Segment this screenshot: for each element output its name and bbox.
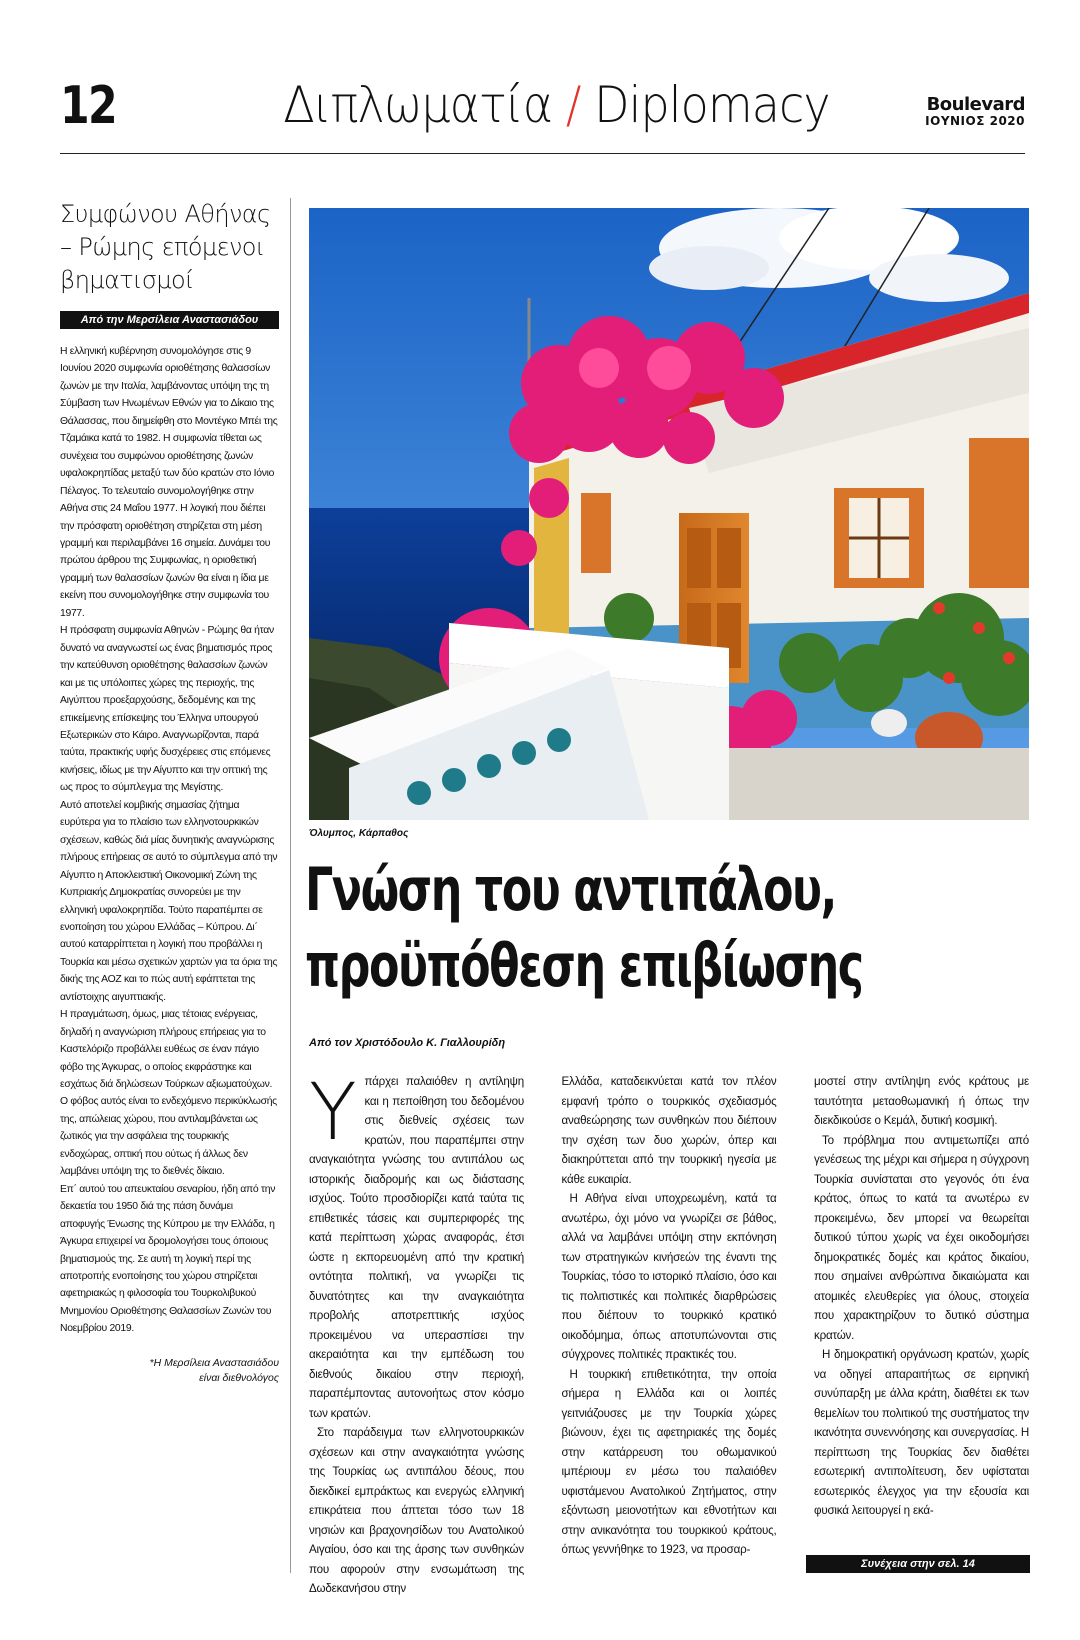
section-title-slash: / [565, 76, 581, 134]
section-title-greek: Διπλωματία [283, 76, 553, 134]
article-column-2 [562, 1072, 777, 1599]
header-divider [60, 153, 1025, 154]
sidebar-paragraph: Αυτό αποτελεί κομβικής σημασίας ζήτημα ευρύτερα για το πλαίσιο των ελληνοτουρκικών σχέσεων, καθώς διά μίας δυνητικής αναγνώρισης πλήρους επήρειας σε αυτό το σύμπλεγμα από την Αίγυπτο η Αποκλειστική Οικονομική Ζώνη της Κυπριακής Δημοκρατίας συνορεύει με την ελληνική υφαλοκρηπίδα. Τούτο παραπέμπει σε ενοποίηση του χώρου Ελλάδας – Κύπρου. Δι΄ αυτού καταρρίπτεται η λογική που προβάλλει η Τουρκία και μέσω σχετικών χαρτών για τα όρια της δικής της ΑΟΖ και το πώς αυτή εφάπτεται της αντίστοιχης αιγυπτιακής. [60, 799, 278, 1003]
article-paragraph [309, 1068, 524, 1423]
article-paragraph: Στο παράδειγμα των ελληνοτουρκικών σχέσεων και στην αναγκαιότητα γνώσης της Τουρκίας ως αντιπάλου δέους, που διεκδικεί εμπράκτως και ενεργώς ελληνική επικράτεια που άπτεται τόσο των 18 νησιών και βραχονησίδων του Ανατολικού Αιγαίου, όσο και της άρσης των συνθηκών που αφορούν στην ενσωμάτωση της Δωδεκανήσου στην [309, 1426, 524, 1595]
article-paragraph: Το πρόβλημα που αντιμετωπίζει από γενέσεως της μέχρι και σήμερα η σύγχρονη Τουρκία συνίσταται στο γεγονός ότι ένα κράτος, όπως το κατά τα ανωτέρω εν προκειμένω, δεν μπορεί να θεωρείται δυτικού τύπου χωρίς να έχει οικοδομήσει δημοκρατικές δομές και κράτος δικαίου, που σημαίνει ανθρώπινα δικαιώματα και ατομικές ελευθερίες για όλους, στοιχεία που χαρακτηρίζουν το δυτικό σύστημα κρατών. [814, 1133, 1029, 1342]
article-paragraph: Η Αθήνα είναι υποχρεωμένη, κατά τα ανωτέρω, όχι μόνο να γνωρίζει σε βάθος, αλλά να λαμβάνει υπόψη στην εκπόνηση των στρατηγικών κινήσεών της έναντι της Τουρκίας, τόσο το ιστορικό πλαίσιο, όσο και τις πολιτιστικές και πολιτικές διαρθρώσεις που διέπουν το τουρκικό κρατικό οικοδόμημα, όπως αποτυπώνονται στις σύγχρονες πολιτικές πρακτικές του. [561, 1192, 777, 1361]
author-note-role: είναι διεθνολόγος [199, 1371, 279, 1384]
section-title-english: Diplomacy [594, 76, 830, 134]
sidebar-title: Συμφώνου Αθήνας – Ρώμης επόμενοι βηματισμοί [60, 200, 271, 294]
masthead [925, 96, 1025, 130]
sidebar-article [60, 198, 279, 1386]
sidebar-paragraph: Η ελληνική κυβέρνηση συνομολόγησε στις 9 Ιουνίου 2020 συμφωνία οριοθέτησης θαλασσίων ζωνών με την Ιταλία, λαμβάνοντας υπόψη της τη Σύμβαση των Ηνωμένων Εθνών για το Δίκαιο της Θάλασσας, που διημείφθη στο Μοντέγκο Μπέι της Τζαμάικα κατά το 1982. Η συμφωνία τίθεται ως συνέχεια του συμφώνου οριοθέτησης ζωνών υφαλοκρηπίδας μεταξύ των δύο κρατών στο Ιόνιο Πέλαγος. Το τελευταίο συνομολογήθηκε στην Αθήνα στις 24 Μαΐου 1977. Η λογική που διέπει την πρόσφατη οριοθέτηση στηρίζεται στη μέση γραμμή και περιλαμβάνει 16 σημεία. Δυνάμει του πρώτου άρθρου της Συμφωνίας, η οριοθετική γραμμή των θαλασσίων ζωνών θα είναι η ίδια με εκείνη που συνομολογήθηκε στην συμφωνία του 1977. [60, 346, 278, 619]
headline-line-2: προϋπόθεση επιβίωσης [305, 931, 863, 1001]
sidebar-paragraph: Η πραγμάτωση, όμως, μιας τέτοιας ενέργειας, δηλαδή η αναγνώριση πλήρους επήρειας για το Καστελόριζο προβάλλει ευθέως σε έναν πάγιο φόβο της Άγκυρας, ο οποίος εκφράστηκε και εσχάτως διά δηλώσεων Τούρκων αξιωματούχων. Ο φόβος αυτός είναι το ενδεχόμενο περικύκλωσής της, απώλειας χώρου, που αντιλαμβάνεται ως ζωτικός για την ασφάλεια της τουρκικής ενδοχώρας, οπτική που ούτως ή άλλως δεν λαμβάνει υπόψη της το διεθνές δίκαιο. [60, 1009, 277, 1178]
sidebar-paragraph: Επ΄ αυτού του απευκταίου σεναρίου, ήδη από την δεκαετία του 1950 διά της πάση δυνάμει αποφυγής Ένωσης της Κύπρου με την Ελλάδα, η Άγκυρα επιχειρεί να δρομολογήσει τους όποιους βηματισμούς της. Σε αυτή τη λογική περί της αποτροπής ενοποίησης του χώρου στηρίζεται αφετηριακώς η φιλοσοφία του Τουρκολιβυκού Μνημονίου Οριοθέτησης Θαλασσίων Ζωνών του Νοεμβρίου 2019. [60, 1183, 276, 1335]
issue-date: ΙΟΥΝΙΟΣ 2020 [925, 114, 1025, 128]
article-paragraph: Ελλάδα, καταδεικνύεται κατά τον πλέον εμφανή τρόπο ο τουρκικός σχεδιασμός αναθεώρησης των συνθηκών που διέπουν την σχέση των δυο χωρών, όπερ και διακηρύττεται από την τουρκική ηγεσία με κάθε ευκαιρία. [561, 1075, 777, 1186]
drop-cap: Υ [309, 1068, 357, 1158]
article-column-3 [814, 1072, 1029, 1599]
column-divider [290, 198, 291, 1573]
sidebar-body [60, 343, 279, 1338]
article-column-1 [309, 1068, 524, 1599]
article-byline: Από τον Χριστόδουλο Κ. Γιαλλουρίδη [309, 1037, 506, 1049]
section-title [283, 76, 830, 134]
article-photo [309, 208, 1029, 820]
author-note-name: *Η Μερσίλεια Αναστασιάδου [149, 1356, 279, 1369]
article-paragraph-text: πάρχει παλαιόθεν η αντίληψη και η πεποίθηση του δεδομένου στις διεθνείς σχέσεις των κρατών, που παραπέμπει στην αναγκαιότητα γνώσης του αντιπάλου ως ιστορικής διαδρομής και ως διάστασης ισχύος. Τούτο προσδιορίζει κατά ταύτα τις επιθετικές τάσεις και συμπεριφορές της κατά περίπτωση χώρας αναφοράς, έτσι ώστε η εκπορευομένη από την κρατική οντότητα πολιτική, να γνωρίζει τις δυνατότητες και την αναγκαιότητα προβολής αποτρεπτικής ισχύος προκειμένου να υπερασπίσει την ακεραιότητα και την εμπέδωση του διεθνούς δικαίου στην περιοχή, παραπέμποντας αυτονοήτως στον κόσμο των κρατών. [309, 1075, 524, 1420]
page-number: 12 [60, 76, 117, 136]
article-paragraph: Η τουρκική επιθετικότητα, την οποία σήμερα η Ελλάδα και οι λοιπές γειτνιάζουσες με την Τουρκία χώρες βιώνουν, έχει τις αφετηριακές της δομές στην κατάρρευση του οθωμανικού ιμπέριουμ εν μέσω του παλαιόθεν υφιστάμενου Ανατολικού Ζητήματος, στην εξόντωση μειονοτήτων και εθνοτήτων και στην ανικανότητα του τουρκικού κράτους, όπως γεννήθηκε το 1923, να προσαρ- [561, 1367, 777, 1556]
publication-name: Boulevard [926, 94, 1025, 115]
article-paragraph: μοστεί στην αντίληψη ενός κράτους με ταυτότητα μεταοθωμανική ή όπως την διεκδικούσε ο Κεμάλ, δυτική κοσμική. [814, 1075, 1029, 1127]
article-paragraph: Η δημοκρατική οργάνωση κρατών, χωρίς να οδηγεί απαραιτήτως σε ειρηνική συνύπαρξη με άλλα κράτη, διαθέτει εκ των θεμελίων του πολιτικού της συστήματος την ικανότητα συνεννόησης και συνεργασίας. Η περίπτωση της Τουρκίας δεν διαθέτει εσωτερική αντιπολίτευση, δεν υφίσταται εσωτερικός έλεγχος για την εξουσία και φυσικά λειτουργεί η εκά- [814, 1348, 1029, 1517]
headline-line-1: Γνώση του αντιπάλου, [305, 855, 836, 925]
sidebar-byline: Από την Μερσίλεια Αναστασιάδου [60, 311, 279, 329]
sidebar-paragraph: Η πρόσφατη συμφωνία Αθηνών - Ρώμης θα ήταν δυνατό να αναγνωστεί ως ένας βηματισμός προς την κατεύθυνση οριοθέτησης θαλασσίων ζωνών και με τις υπόλοιπες χώρες της περιοχής, της Αιγύπτου προεξαρχούσης, δεδομένης και της επικείμενης επίσκεψης του Έλληνα υπουργού Εξωτερικών στο Κάιρο. Αναγνωρίζονται, παρά ταύτα, πρακτικής υφής δυσχέρειες στις επόμενες κινήσεις, ιδίως με την Αίγυπτο και την οπτική της ως προς το σύμπλεγμα της Μεγίστης. [60, 625, 274, 794]
article-headline [305, 852, 1030, 1004]
photo-caption: Όλυμπος, Κάρπαθος [309, 828, 409, 839]
article-body [309, 1068, 1029, 1599]
sidebar-author-note [60, 1356, 279, 1386]
continued-on-page: Συνέχεια στην σελ. 14 [806, 1555, 1030, 1573]
